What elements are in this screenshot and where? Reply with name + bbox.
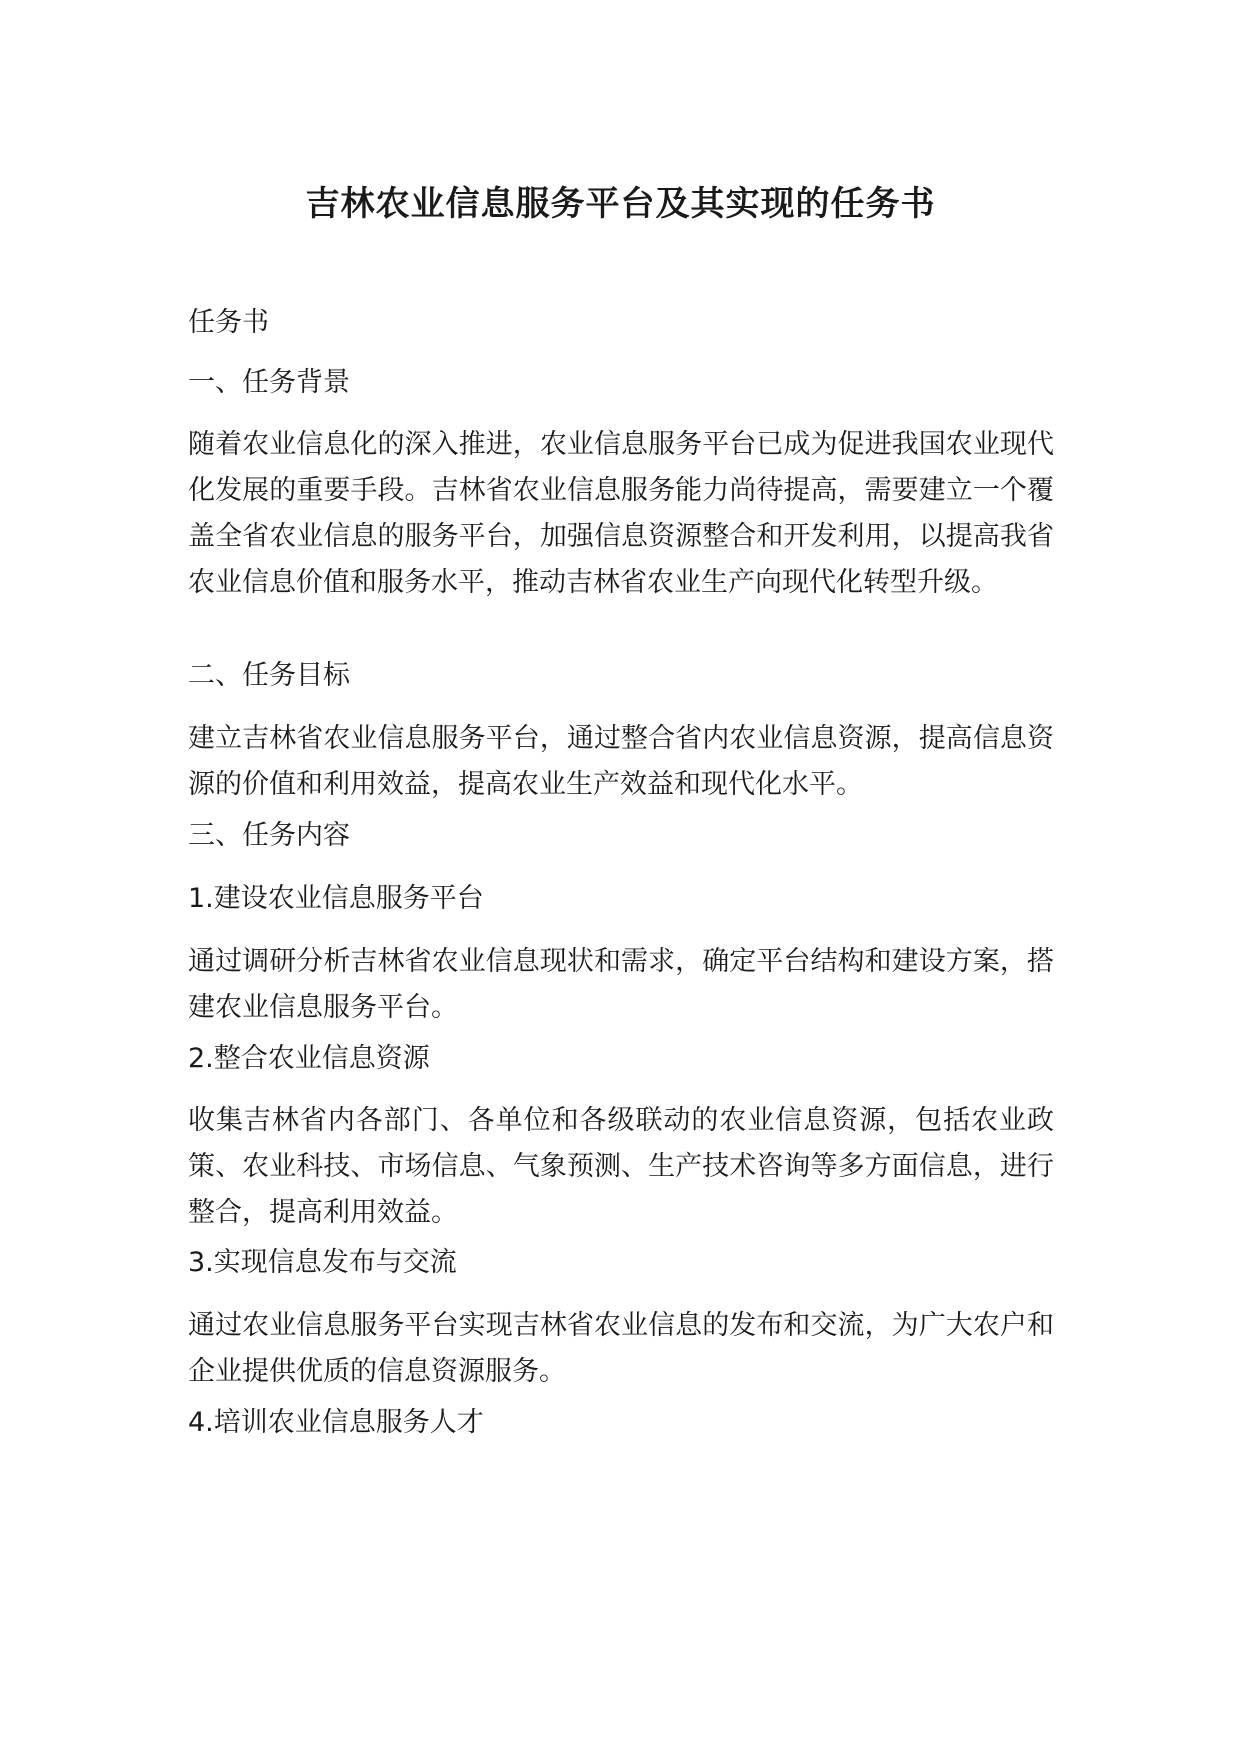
document-label: 任务书 <box>188 307 269 338</box>
section-heading-goal: 二、任务目标 <box>188 660 350 691</box>
subsection-heading-3: 3.实现信息发布与交流 <box>188 1247 457 1278</box>
section-heading-content: 三、任务内容 <box>188 820 350 851</box>
subsection-heading-2: 2.整合农业信息资源 <box>188 1043 430 1074</box>
document-title: 吉林农业信息服务平台及其实现的任务书 <box>305 184 936 224</box>
subsection-paragraph-3: 通过农业信息服务平台实现吉林省农业信息的发布和交流，为广大农户和企业提供优质的信息资源服务。 <box>188 1310 1054 1387</box>
subsection-paragraph-1: 通过调研分析吉林省农业信息现状和需求，确定平台结构和建设方案，搭建农业信息服务平台。 <box>188 946 1054 1023</box>
section-heading-background: 一、任务背景 <box>188 367 350 398</box>
subsection-heading-4: 4.培训农业信息服务人才 <box>188 1407 484 1438</box>
section-paragraph-background: 随着农业信息化的深入推进，农业信息服务平台已成为促进我国农业现代化发展的重要手段。吉林省农业信息服务能力尚待提高，需要建立一个覆盖全省农业信息的服务平台，加强信息资源整合和开发利用，以提高我省农业信息价值和服务水平，推动吉林省农业生产向现代化转型升级。 <box>188 429 1054 598</box>
subsection-heading-1: 1.建设农业信息服务平台 <box>188 883 484 914</box>
subsection-paragraph-2: 收集吉林省内各部门、各单位和各级联动的农业信息资源，包括农业政策、农业科技、市场信息、气象预测、生产技术咨询等多方面信息，进行整合，提高利用效益。 <box>188 1105 1054 1228</box>
section-paragraph-goal: 建立吉林省农业信息服务平台，通过整合省内农业信息资源，提高信息资源的价值和利用效益，提高农业生产效益和现代化水平。 <box>188 723 1054 800</box>
